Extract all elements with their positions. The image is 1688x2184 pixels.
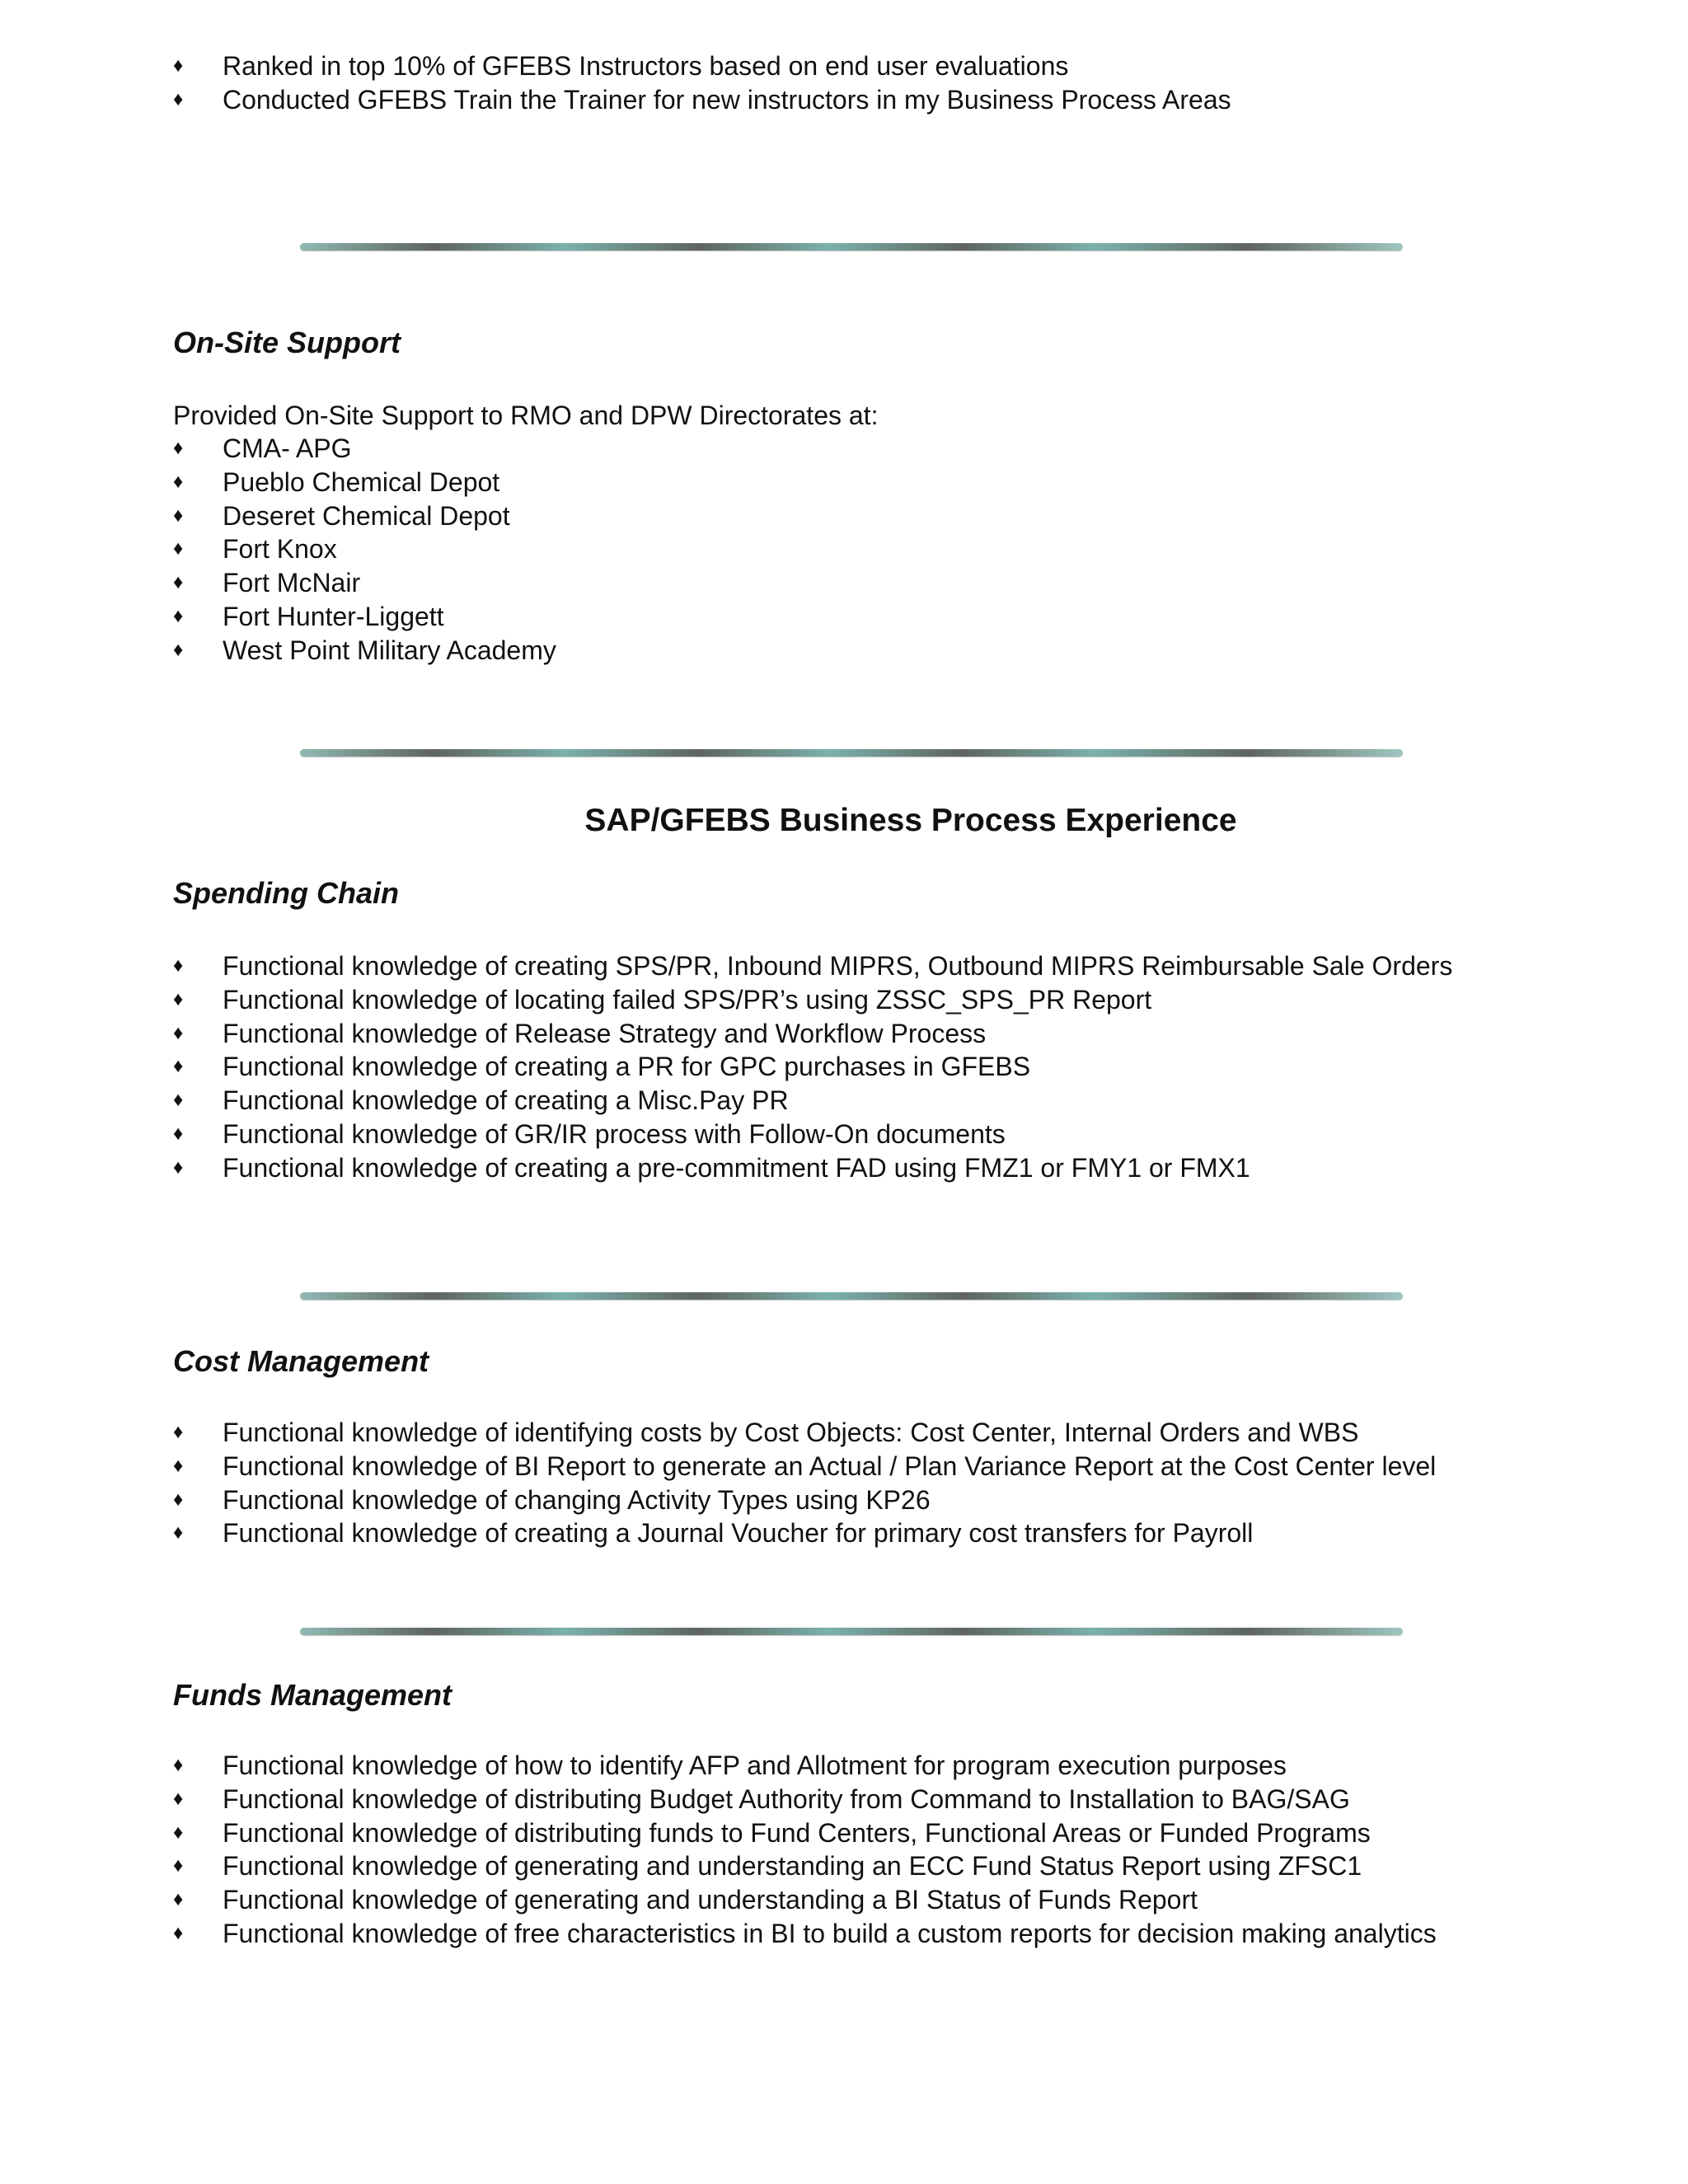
list-item-text: Deseret Chemical Depot [223,500,510,531]
list-item-text: Functional knowledge of creating a pre-commitment FAD using FMZ1 or FMY1 or FMX1 [223,1152,1250,1183]
list-item-text: Conducted GFEBS Train the Trainer for new instructors in my Business Process Areas [223,84,1231,115]
diamond-bullet-icon: ♦ [173,470,184,493]
diamond-bullet-icon: ♦ [173,1821,184,1844]
list-item-text: Functional knowledge of creating a Misc.Pay PR [223,1085,789,1116]
funds-management-heading: Funds Management [173,1678,452,1712]
list-item-text: Fort Knox [223,534,337,565]
diamond-bullet-icon: ♦ [173,1488,184,1511]
diamond-bullet-icon: ♦ [173,638,184,661]
on-site-support-intro: Provided On-Site Support to RMO and DPW Directorates at: [173,401,879,430]
list-item-text: Functional knowledge of creating SPS/PR, Inbound MIPRS, Outbound MIPRS Reimbursable Sale Orders [223,951,1453,981]
spending-chain-heading: Spending Chain [173,876,399,910]
diamond-bullet-icon: ♦ [173,437,184,459]
list-item-text: Functional knowledge of generating and understanding a BI Status of Funds Report [223,1885,1198,1915]
diamond-bullet-icon: ♦ [173,87,184,110]
list-item-text: CMA- APG [223,434,352,463]
diamond-bullet-icon: ♦ [173,1421,184,1443]
list-item-text: Fort Hunter-Liggett [223,601,444,631]
list-item-text: Functional knowledge of distributing funds to Fund Centers, Functional Areas or Funded Programs [223,1817,1371,1848]
list-item-text: Pueblo Chemical Depot [223,466,500,497]
diamond-bullet-icon: ♦ [173,1122,184,1145]
section-divider [300,1628,1403,1635]
diamond-bullet-icon: ♦ [173,1454,184,1477]
list-item-text: Functional knowledge of how to identify AFP and Allotment for program execution purposes [223,1750,1287,1780]
list-item-text: Functional knowledge of Release Strategy and Workflow Process [223,1018,987,1048]
diamond-bullet-icon: ♦ [173,1854,184,1877]
diamond-bullet-icon: ♦ [173,1754,184,1776]
section-divider [300,749,1403,757]
list-item-text: Functional knowledge of creating a PR for GPC purchases in GFEBS [223,1052,1031,1082]
diamond-bullet-icon: ♦ [173,504,184,527]
diamond-bullet-icon: ♦ [173,604,184,627]
list-item-text: Functional knowledge of BI Report to generate an Actual / Plan Variance Report at the Cost Center level [223,1451,1437,1481]
diamond-bullet-icon: ♦ [173,537,184,560]
list-item-text: Functional knowledge of distributing Budget Authority from Command to Installation to BAG/SAG [223,1783,1350,1814]
on-site-support-heading: On-Site Support [173,326,401,359]
diamond-bullet-icon: ♦ [173,1021,184,1044]
diamond-bullet-icon: ♦ [173,954,184,977]
diamond-bullet-icon: ♦ [173,987,184,1010]
experience-section-title: SAP/GFEBS Business Process Experience [584,803,1237,838]
diamond-bullet-icon: ♦ [173,1888,184,1911]
list-item-text: Functional knowledge of GR/IR process with Follow-On documents [223,1118,1006,1149]
section-divider [300,243,1403,251]
diamond-bullet-icon: ♦ [173,1787,184,1810]
diamond-bullet-icon: ♦ [173,1155,184,1179]
diamond-bullet-icon: ♦ [173,571,184,594]
list-item-text: Functional knowledge of generating and understanding an ECC Fund Status Report using ZFSC1 [223,1851,1362,1882]
diamond-bullet-icon: ♦ [173,1089,184,1112]
list-item-text: Functional knowledge of changing Activity Types using KP26 [223,1484,931,1515]
list-item-text: Functional knowledge of free characteristics in BI to build a custom reports for decision making analytics [223,1918,1437,1948]
cost-management-heading: Cost Management [173,1344,429,1378]
list-item-text: Functional knowledge of locating failed SPS/PR’s using ZSSC_SPS_PR Report [223,984,1152,1015]
diamond-bullet-icon: ♦ [173,1521,184,1544]
diamond-bullet-icon: ♦ [173,54,184,77]
list-item-text: West Point Military Academy [223,635,556,665]
list-item-text: Functional knowledge of identifying costs by Cost Objects: Cost Center, Internal Orders and WBS [223,1418,1359,1447]
list-item-text: Functional knowledge of creating a Journal Voucher for primary cost transfers for Payroll [223,1518,1254,1549]
list-item-text: Fort McNair [223,568,361,598]
diamond-bullet-icon: ♦ [173,1921,184,1944]
section-divider [300,1292,1403,1300]
list-item-text: Ranked in top 10% of GFEBS Instructors based on end user evaluations [223,51,1069,81]
diamond-bullet-icon: ♦ [173,1055,184,1078]
